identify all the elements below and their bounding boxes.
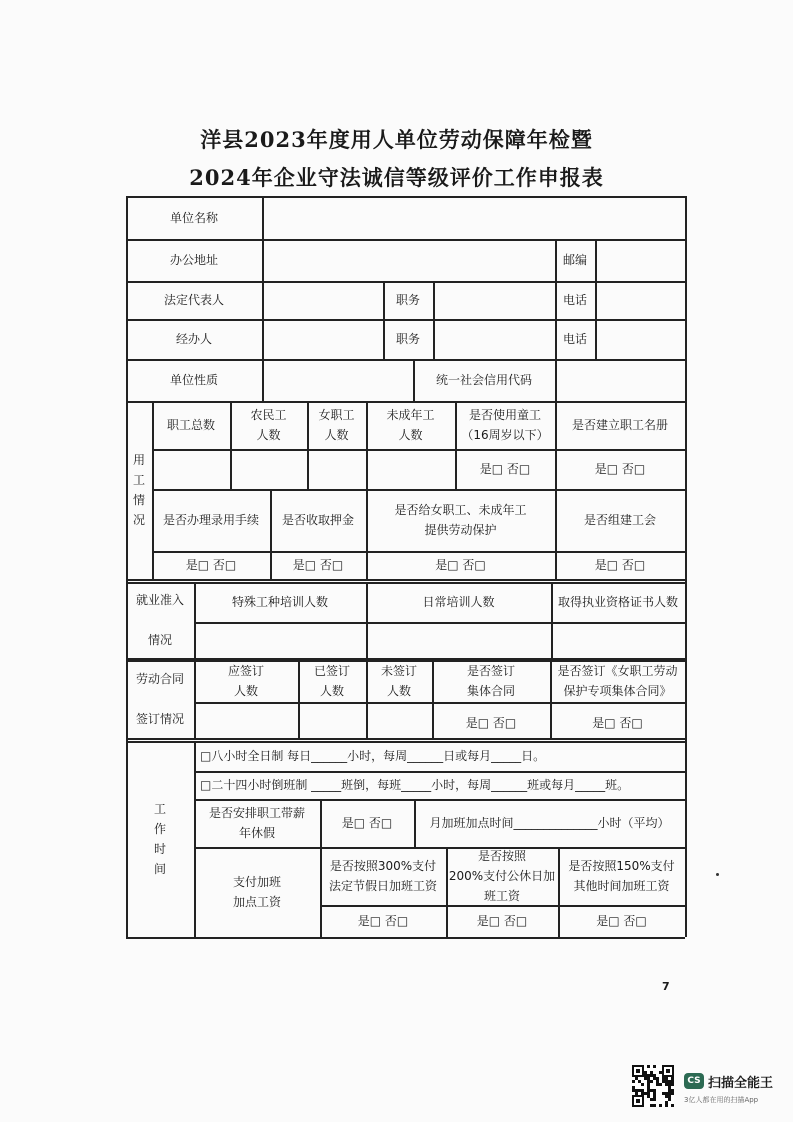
field-phone-1[interactable]: [595, 281, 685, 319]
checkbox-protection[interactable]: 是□ 否□: [435, 558, 486, 572]
field-special-training[interactable]: [194, 622, 366, 658]
label-overtime-pay: 支付加班 加点工资: [232, 875, 281, 909]
label-signed: 已签订 人数: [313, 664, 350, 698]
label-union: 是否组建工会: [583, 513, 656, 527]
form-title-line-2: 2024年企业守法诚信等级评价工作申报表: [189, 165, 604, 190]
label-special-training: 特殊工种培训人数: [231, 595, 328, 609]
checkbox-staff-register[interactable]: 是□ 否□: [594, 462, 646, 476]
label-daily-training: 日常培训人数: [422, 595, 495, 609]
app-tagline: 3亿人都在用的扫描App: [684, 1096, 759, 1104]
label-female-workers: 女职工 人数: [318, 408, 355, 442]
field-minor-workers[interactable]: [366, 449, 455, 489]
label-deposit: 是否收取押金: [281, 513, 354, 527]
scan-speck: [716, 873, 719, 876]
label-unit-nature: 单位性质: [169, 373, 218, 387]
section-employment-access: 就业准入 情况: [135, 593, 184, 647]
label-holiday-300: 是否按照300%支付 法定节假日加班工资: [328, 859, 437, 893]
field-migrant-workers[interactable]: [230, 449, 307, 489]
field-should-sign[interactable]: [194, 702, 298, 738]
checkbox-deposit[interactable]: 是□ 否□: [292, 558, 344, 572]
label-staff-register: 是否建立职工名册: [571, 418, 668, 432]
table-rule: [126, 579, 685, 581]
label-paid-leave: 是否安排职工带薪 年休假: [208, 806, 305, 840]
label-position-2: 职务: [395, 332, 420, 346]
label-handler: 经办人: [175, 332, 212, 346]
label-female-collective-contract: 是否签订《女职工劳动 保护专项集体合同》: [557, 664, 678, 698]
field-unit-name[interactable]: [263, 197, 685, 239]
checkbox-female-collective-contract[interactable]: 是□ 否□: [592, 716, 643, 730]
label-total-staff: 职工总数: [166, 418, 215, 432]
field-position-1[interactable]: [433, 281, 555, 319]
checkbox-other-150[interactable]: 是□ 否□: [596, 914, 647, 928]
field-signed[interactable]: [298, 702, 366, 738]
app-name: 扫描全能王: [708, 1076, 774, 1091]
label-other-150: 是否按照150%支付 其他时间加班工资: [568, 859, 675, 893]
checkbox-holiday-300[interactable]: 是□ 否□: [357, 914, 409, 928]
field-total-staff[interactable]: [152, 449, 230, 489]
label-position-1: 职务: [395, 293, 420, 307]
label-migrant-workers: 农民工 人数: [250, 408, 287, 442]
checkbox-collective-contract[interactable]: 是□ 否□: [465, 716, 517, 730]
label-rest-day-200: 是否按照 200%支付公休日加 班工资: [448, 849, 556, 903]
field-handler[interactable]: [263, 319, 383, 359]
field-postcode[interactable]: [595, 239, 685, 281]
checkbox-hire-procedure[interactable]: 是□ 否□: [185, 558, 237, 572]
scanner-watermark: [632, 1065, 782, 1109]
label-hire-procedure: 是否办理录用手续: [162, 513, 259, 527]
form-title-line-1: 洋县2023年度用人单位劳动保障年检暨: [200, 127, 593, 152]
cs-logo-icon: CS: [684, 1073, 704, 1089]
field-daily-training[interactable]: [366, 622, 551, 658]
label-unit-name: 单位名称: [169, 211, 218, 225]
label-postcode: 邮编: [562, 253, 587, 267]
field-qualified[interactable]: [551, 622, 685, 658]
label-unsigned: 未签订 人数: [380, 664, 417, 698]
label-collective-contract: 是否签订 集体合同: [466, 664, 515, 698]
label-office-address: 办公地址: [169, 253, 218, 267]
field-female-workers[interactable]: [307, 449, 366, 489]
checkbox-union[interactable]: 是□ 否□: [594, 558, 646, 572]
checkbox-paid-leave[interactable]: 是□ 否□: [341, 816, 393, 830]
table-rule: [685, 196, 687, 937]
field-phone-2[interactable]: [595, 319, 685, 359]
checkbox-rest-day-200[interactable]: 是□ 否□: [476, 914, 528, 928]
label-legal-rep: 法定代表人: [163, 293, 224, 307]
label-qualified: 取得执业资格证书人数: [557, 595, 678, 609]
option-24-hour-shift[interactable]: □二十四小时倒班制 _____班倒，每班_____小时，每周______班或每月_____班。: [200, 778, 630, 792]
label-minor-workers: 未成年工 人数: [386, 408, 435, 442]
label-phone-2: 电话: [562, 332, 587, 346]
label-credit-code: 统一社会信用代码: [435, 373, 532, 387]
page-number: 7: [662, 980, 670, 993]
table-rule: [126, 937, 685, 939]
label-child-labor: 是否使用童工 （16周岁以下）: [461, 408, 549, 442]
qr-code-icon: [632, 1065, 674, 1107]
field-credit-code[interactable]: [555, 359, 685, 401]
checkbox-child-labor[interactable]: 是□ 否□: [479, 462, 531, 476]
field-monthly-overtime[interactable]: 月加班加点时间______________小时（平均）: [429, 816, 670, 830]
field-unit-nature[interactable]: [263, 359, 413, 401]
section-labour-contract: 劳动合同 签订情况: [135, 672, 184, 726]
label-protection: 是否给女职工、未成年工 提供劳动保护: [394, 503, 527, 537]
label-should-sign: 应签订 人数: [227, 664, 264, 698]
section-employment: 用 工 情 况: [132, 453, 145, 527]
label-phone-1: 电话: [562, 293, 587, 307]
field-unsigned[interactable]: [366, 702, 432, 738]
option-8-hour[interactable]: □八小时全日制 每日______小时，每周______日或每月_____日。: [200, 749, 546, 763]
table-rule: [126, 738, 685, 740]
field-office-address[interactable]: [263, 239, 555, 281]
field-legal-rep[interactable]: [263, 281, 383, 319]
section-working-time: 工 作 时 间: [153, 802, 166, 876]
field-position-2[interactable]: [433, 319, 555, 359]
